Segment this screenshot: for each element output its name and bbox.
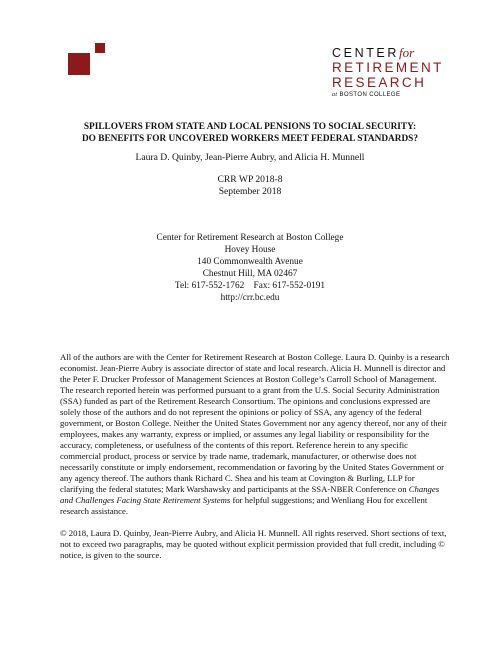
logo-square-large — [68, 53, 90, 75]
crr-logo — [332, 46, 442, 98]
copyright-paragraph: © 2018, Laura D. Quinby, Jean-Pierre Aubry, and Alicia H. Munnell. All rights reserved. Short sections of text, not to exceed two paragraphs, may be quoted without explicit permission provided that full credit, including © notice, is given to the source. — [60, 528, 447, 560]
logo-line-boston-college: at BOSTON COLLEGE — [332, 92, 401, 98]
address-url: http://crr.bc.edu — [220, 292, 280, 303]
logo-line-center: CENTERfor — [332, 45, 415, 60]
logo-line-retirement: RETIREMENT — [332, 60, 444, 75]
address-org: Center for Retirement Research at Boston College — [156, 233, 344, 243]
address-city: Chestnut Hill, MA 02467 — [202, 268, 298, 279]
address-block — [40, 233, 460, 304]
working-paper-info — [40, 174, 460, 198]
paper-title: SPILLOVERS FROM STATE AND LOCAL PENSIONS TO SOCIAL SECURITY: DO BENEFITS FOR UNCOVERED WORKERS MEET FEDERAL STANDARDS? — [81, 122, 419, 144]
wp-date: September 2018 — [218, 185, 282, 197]
authors: Laura D. Quinby, Jean-Pierre Aubry, and Alicia H. Munnell — [135, 152, 365, 163]
disclaimer-paragraph: All of the authors are with the Center for Retirement Research at Boston College. Laura D. Quinby is a research economist. Jean-Pierre Aubry is associate director of state and local research. Alicia H. Munnell is director and the Peter F. Drucker Professor of Management Sciences at Boston College’s Carroll School of Management. The research reported herein was performed pursuant to a grant from the U.S. Social Security Administration (SSA) funded as part of the Retirement Research Consortium. The opinions and conclusions expressed are solely those of the authors and do not represent the opinions or policy of SSA, any agency of the federal government, or Boston College. Neither the United States Government nor any agency thereof, nor any of their employees, makes any warranty, express or implied, or assumes any legal liability or responsibility for the accuracy, completeness, or usefulness of the contents of this report. Reference herein to any specific commercial product, process or service by trade name, trademark, manufacturer, or otherwise does not necessarily constitute or imply endorsement, recommendation or favoring by the United States Government or any agency thereof. The authors thank Richard C. Shea and his team at Covington & Burling, LLP for clarifying the federal statutes; Mark Warshawsky and participants at the SSA-NBER Conference on Changes and Challenges Facing State Retirement Systems for helpful suggestions; and Wenliang Hou for excellent research assistance. — [60, 352, 450, 516]
address-phone: Tel: 617-552-1762 Fax: 617-552-0191 — [174, 280, 326, 291]
address-building: Hovey House — [224, 244, 276, 255]
logo-squares — [68, 43, 108, 75]
logo-square-small — [95, 43, 105, 53]
logo-line-research: RESEARCH — [332, 75, 427, 90]
disclaimer-body — [60, 352, 450, 561]
wp-number: CRR WP 2018-8 — [217, 174, 283, 185]
address-street: 140 Commonwealth Avenue — [197, 256, 303, 267]
